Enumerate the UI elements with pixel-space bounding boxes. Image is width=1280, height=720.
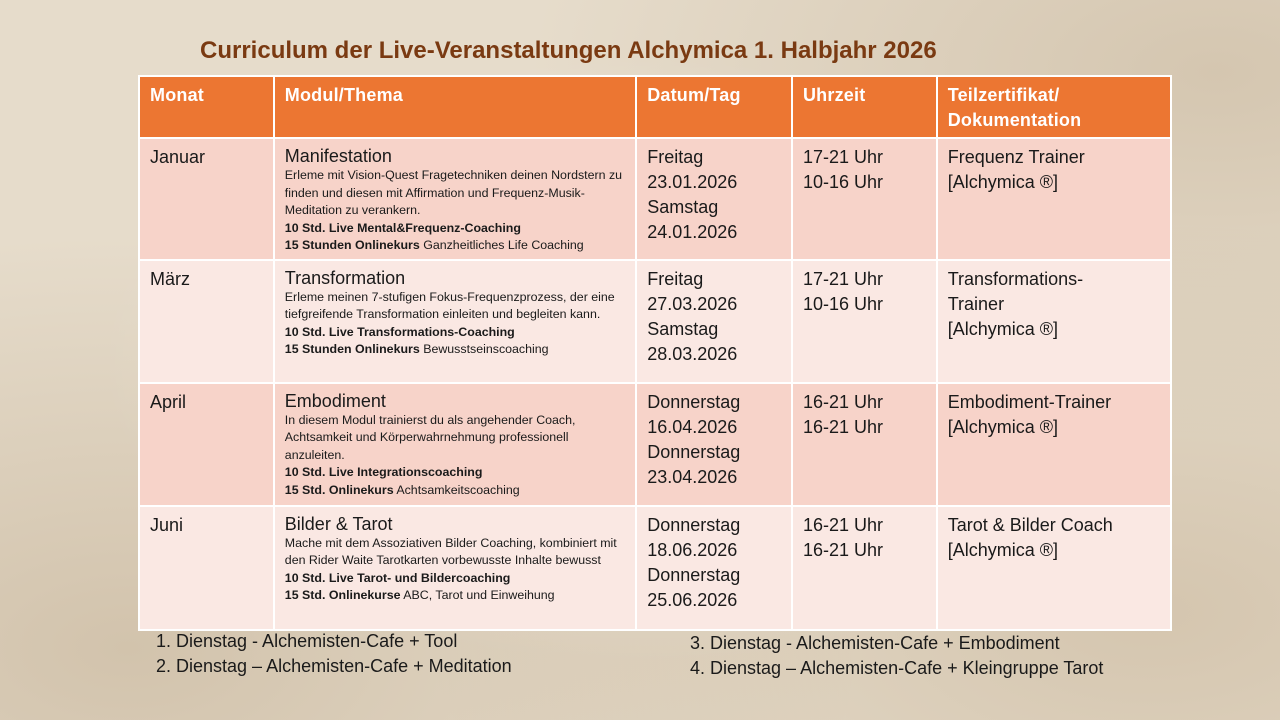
uhrzeit-line: 17-21 Uhr: [802, 147, 884, 167]
modul-title: Embodiment: [284, 390, 386, 411]
header-monat: Monat: [139, 76, 274, 138]
datum-line: Donnerstag: [647, 391, 741, 412]
modul-description: Erleme meinen 7-stufigen Fokus-Frequenzprozess, der eine tiefgreifende Transformation einleiten und begleiten kann.: [284, 289, 615, 321]
datum-line: 24.01.2026: [647, 222, 738, 242]
uhrzeit-line: 10-16 Uhr: [802, 172, 884, 192]
modul-live-hours: [285, 220, 625, 238]
datum-line: 18.06.2026: [647, 539, 738, 560]
modul-live-hours: [285, 324, 625, 342]
cell-datum: [636, 260, 792, 383]
datum-line: Freitag: [647, 268, 704, 289]
modul-live-hours: [285, 570, 625, 588]
cell-monat: Januar: [139, 138, 274, 260]
cell-monat: Juni: [139, 506, 274, 630]
modul-online-hours: [285, 587, 625, 605]
datum-line: Donnerstag: [647, 564, 741, 585]
modul-title: Manifestation: [284, 146, 392, 166]
zertifikat-line: Trainer: [947, 293, 1005, 314]
cell-modul: [274, 506, 636, 630]
zertifikat-line: [Alchymica ®]: [947, 172, 1059, 192]
online-hours-label: 15 Std. Onlinekurs: [284, 482, 394, 497]
online-course-topic: Ganzheitliches Life Coaching: [419, 238, 584, 252]
modul-online-hours: [285, 237, 625, 255]
datum-line: Freitag: [647, 147, 704, 167]
online-hours-label: 15 Std. Onlinekurse: [284, 588, 401, 602]
cell-monat: März: [139, 260, 274, 383]
modul-online-hours: [285, 482, 625, 500]
uhrzeit-line: 16-21 Uhr: [802, 514, 884, 535]
online-course-topic: ABC, Tarot und Einweihung: [400, 588, 555, 602]
modul-title: Bilder & Tarot: [284, 513, 393, 534]
curriculum-table: [138, 75, 1172, 631]
datum-line: 28.03.2026: [647, 343, 738, 364]
datum-line: 16.04.2026: [647, 416, 738, 437]
datum-line: Samstag: [647, 318, 719, 339]
footer-right-list: [690, 631, 1103, 681]
cell-uhrzeit: [792, 260, 937, 383]
modul-title: Transformation: [284, 267, 406, 288]
datum-line: Samstag: [647, 197, 719, 217]
datum-line: 27.03.2026: [647, 293, 738, 314]
header-modul: Modul/Thema: [274, 76, 636, 138]
cell-zertifikat: [937, 138, 1171, 260]
live-hours-label: 10 Std. Live Tarot- und Bildercoaching: [284, 570, 511, 585]
online-hours-label: 15 Stunden Onlinekurs: [284, 238, 420, 252]
table-row: [139, 383, 1171, 506]
modul-live-hours: [285, 464, 625, 482]
page-title: Curriculum der Live-Veranstaltungen Alchymica 1. Halbjahr 2026: [200, 37, 937, 64]
cell-zertifikat: [937, 506, 1171, 630]
online-course-topic: Achtsamkeitscoaching: [393, 482, 520, 497]
cell-datum: [636, 383, 792, 506]
modul-online-hours: [285, 341, 625, 359]
zertifikat-line: Frequenz Trainer: [947, 147, 1085, 167]
cell-datum: [636, 506, 792, 630]
cell-zertifikat: [937, 383, 1171, 506]
footer-item: 1. Dienstag - Alchemisten-Cafe + Tool: [156, 631, 458, 651]
footer-left-list: [156, 629, 512, 679]
uhrzeit-line: 17-21 Uhr: [802, 268, 884, 289]
zertifikat-line: Tarot & Bilder Coach: [947, 514, 1113, 535]
modul-description: Erleme mit Vision-Quest Fragetechniken deinen Nordstern zu finden und diesen mit Affirmation und Frequenz-Musik-Meditation zu verankern.: [284, 168, 623, 217]
datum-line: Donnerstag: [647, 441, 741, 462]
header-datum: Datum/Tag: [636, 76, 792, 138]
datum-line: Donnerstag: [647, 514, 741, 535]
cell-uhrzeit: [792, 506, 937, 630]
footer-item: 4. Dienstag – Alchemisten-Cafe + Kleingruppe Tarot: [690, 658, 1104, 678]
table-header-row: [139, 76, 1171, 138]
live-hours-label: 10 Std. Live Mental&Frequenz-Coaching: [284, 220, 521, 235]
datum-line: 23.01.2026: [647, 172, 738, 192]
datum-line: 25.06.2026: [647, 589, 738, 610]
zertifikat-line: [Alchymica ®]: [947, 318, 1059, 339]
uhrzeit-line: 16-21 Uhr: [802, 391, 884, 412]
footer-item: 2. Dienstag – Alchemisten-Cafe + Meditation: [156, 656, 512, 676]
table-row: [139, 138, 1171, 260]
cell-monat: April: [139, 383, 274, 506]
table-row: [139, 506, 1171, 630]
uhrzeit-line: 16-21 Uhr: [802, 416, 884, 437]
header-zertifikat: Teilzertifikat/ Dokumentation: [937, 76, 1171, 138]
live-hours-label: 10 Std. Live Transformations-Coaching: [284, 324, 515, 339]
online-course-topic: Bewusstseinscoaching: [419, 342, 549, 356]
zertifikat-line: Transformations-: [947, 268, 1084, 289]
online-hours-label: 15 Stunden Onlinekurs: [284, 342, 420, 356]
zertifikat-line: [Alchymica ®]: [947, 539, 1059, 560]
cell-datum: [636, 138, 792, 260]
uhrzeit-line: 10-16 Uhr: [802, 293, 884, 314]
cell-uhrzeit: [792, 138, 937, 260]
modul-description: Mache mit dem Assoziativen Bilder Coaching, kombiniert mit den Rider Waite Tarotkarten vorbewusste Inhalte bewusst: [284, 535, 617, 567]
table-row: [139, 260, 1171, 383]
zertifikat-line: Embodiment-Trainer: [947, 391, 1112, 412]
cell-uhrzeit: [792, 383, 937, 506]
zertifikat-line: [Alchymica ®]: [947, 416, 1059, 437]
live-hours-label: 10 Std. Live Integrationscoaching: [284, 465, 483, 479]
footer-item: 3. Dienstag - Alchemisten-Cafe + Embodiment: [690, 633, 1060, 653]
header-uhrzeit: Uhrzeit: [792, 76, 937, 138]
cell-zertifikat: [937, 260, 1171, 383]
datum-line: 23.04.2026: [647, 466, 738, 487]
uhrzeit-line: 16-21 Uhr: [802, 539, 884, 560]
cell-modul: [274, 383, 636, 506]
cell-modul: [274, 138, 636, 260]
modul-description: In diesem Modul trainierst du als angehender Coach, Achtsamkeit und Körperwahrnehmung professionell anzuleiten.: [284, 412, 576, 462]
cell-modul: [274, 260, 636, 383]
